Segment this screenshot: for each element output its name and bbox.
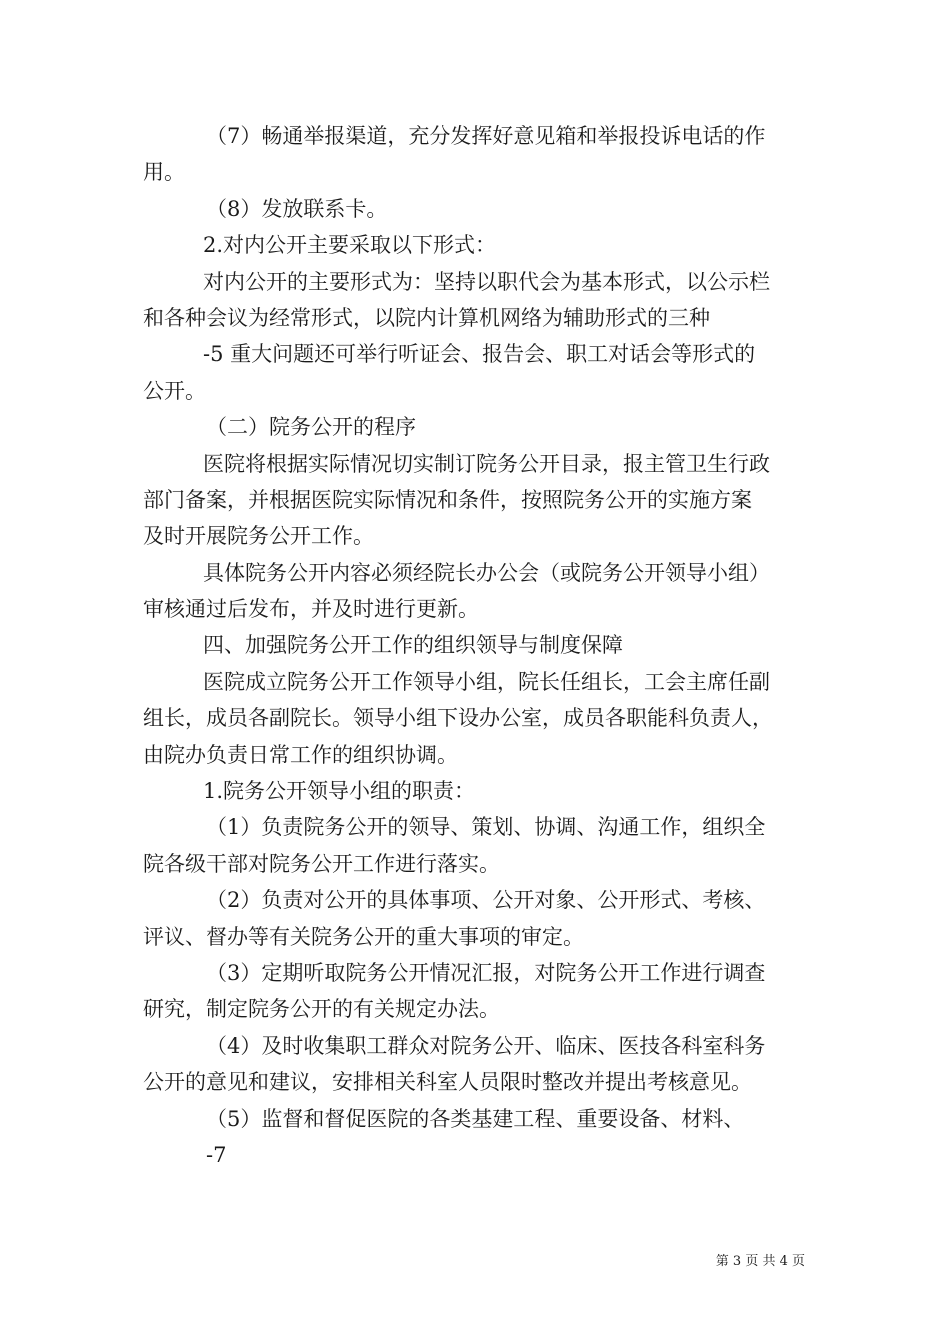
section-heading: 2.对内公开主要采取以下形式： bbox=[203, 233, 497, 258]
section-heading: 四、加强院务公开工作的组织领导与制度保障 bbox=[203, 633, 623, 658]
paragraph-line: 研究，制定院务公开的有关规定办法。 bbox=[143, 997, 500, 1022]
paragraph-line: 及时开展院务公开工作。 bbox=[143, 524, 374, 549]
paragraph-line: （2）负责对公开的具体事项、公开对象、公开形式、考核、 bbox=[206, 888, 766, 913]
paragraph-line: 评议、督办等有关院务公开的重大事项的审定。 bbox=[143, 924, 584, 949]
paragraph-line: 由院办负责日常工作的组织协调。 bbox=[143, 742, 458, 767]
paragraph-line: -7 bbox=[206, 1142, 227, 1167]
paragraph-line: （5）监督和督促医院的各类基建工程、重要设备、材料、 bbox=[206, 1106, 745, 1131]
paragraph-line: 部门备案，并根据医院实际情况和条件，按照院务公开的实施方案 bbox=[143, 487, 752, 512]
paragraph-line: 用。 bbox=[143, 160, 185, 185]
page-number: 第 3 页 共 4 页 bbox=[715, 1254, 805, 1269]
paragraph-line: （1）负责院务公开的领导、策划、协调、沟通工作，组织全 bbox=[206, 815, 766, 840]
paragraph-line: 审核通过后发布，并及时进行更新。 bbox=[143, 597, 479, 622]
paragraph-line: 对内公开的主要形式为：坚持以职代会为基本形式，以公示栏 bbox=[203, 269, 770, 294]
paragraph-line: （4）及时收集职工群众对院务公开、临床、医技各科室科务 bbox=[206, 1033, 766, 1058]
paragraph-line: 医院将根据实际情况切实制订院务公开目录，报主管卫生行政 bbox=[203, 451, 770, 476]
section-heading: （二）院务公开的程序 bbox=[206, 415, 416, 440]
paragraph-line: （3）定期听取院务公开情况汇报，对院务公开工作进行调查 bbox=[206, 960, 766, 985]
paragraph-line: （7）畅通举报渠道，充分发挥好意见箱和举报投诉电话的作 bbox=[206, 124, 766, 148]
paragraph-line: 公开的意见和建议，安排相关科室人员限时整改并提出考核意见。 bbox=[143, 1070, 752, 1095]
paragraph-line: 和各种会议为经常形式，以院内计算机网络为辅助形式的三种 bbox=[143, 305, 710, 330]
paragraph-line: 具体院务公开内容必须经院长办公会（或院务公开领导小组） bbox=[203, 560, 770, 585]
document-body bbox=[143, 118, 823, 1173]
paragraph-line: （8）发放联系卡。 bbox=[206, 196, 388, 221]
paragraph-line: 组长，成员各副院长。领导小组下设办公室，成员各职能科负责人， bbox=[143, 706, 773, 731]
paragraph-line: 医院成立院务公开工作领导小组，院长任组长，工会主席任副 bbox=[203, 669, 770, 694]
paragraph-line: 院各级干部对院务公开工作进行落实。 bbox=[143, 851, 500, 876]
section-heading: 1.院务公开领导小组的职责： bbox=[203, 779, 476, 804]
paragraph-line: 公开。 bbox=[143, 378, 206, 403]
paragraph-line: -5 重大问题还可举行听证会、报告会、职工对话会等形式的 bbox=[203, 342, 756, 367]
